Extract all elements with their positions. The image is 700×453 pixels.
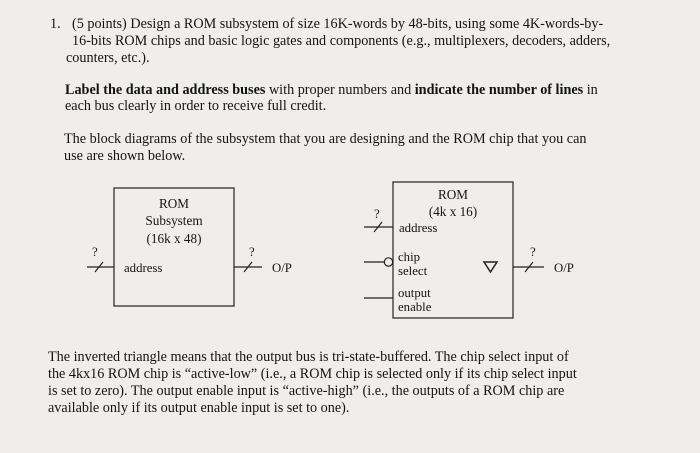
chip-address-label: address <box>399 221 438 235</box>
footer-line-2-text: the 4kx16 ROM chip is “active-low” (i.e., a ROM chip is selected only if its chip select input <box>48 366 577 382</box>
subsystem-output-label: O/P <box>272 261 292 275</box>
instruction-bold-buses: Label the data and address buses <box>65 82 266 98</box>
instruction-mid: with proper numbers and <box>265 82 415 98</box>
intro-line-2: use are shown below. <box>64 148 186 164</box>
subsystem-title-1: ROM <box>158 196 190 211</box>
intro-line-1: The block diagrams of the subsystem that you are designing and the ROM chip that you can <box>64 131 587 147</box>
subsystem-address-label: address <box>124 261 163 275</box>
chip-select-label-1: chip <box>398 250 421 264</box>
question-line-2: 16-bits ROM chips and basic logic gates and components (e.g., multiplexers, decoders, adders, <box>72 33 611 49</box>
footer-line-1 <box>48 349 569 365</box>
chip-title <box>393 186 513 220</box>
chip-size: (4k x 16) <box>428 204 478 219</box>
footer-line-2 <box>48 366 577 382</box>
chip-address-width: ? <box>374 207 380 221</box>
tri-state-triangle-icon <box>484 262 497 272</box>
output-enable-label-1: output <box>398 286 431 300</box>
footer-line-4 <box>48 400 349 416</box>
output-enable-label-2: enable <box>398 300 432 314</box>
footer-line-3-text: is set to zero). The output enable input is “active-high” (i.e., the outputs of a ROM chip are <box>48 383 565 399</box>
subsystem-address-width: ? <box>92 245 98 259</box>
chip-output-width: ? <box>530 245 536 259</box>
instruction-line-2: each bus clearly in order to receive full credit. <box>65 98 327 114</box>
footer-line-1-text: The inverted triangle means that the output bus is tri-state-buffered. The chip select input of <box>48 349 569 365</box>
subsystem-size: (16k x 48) <box>146 231 202 246</box>
instruction-end: in <box>583 82 598 98</box>
question-number: 1. <box>50 16 61 32</box>
subsystem-title-2: Subsystem <box>145 213 203 228</box>
subsystem-output-width: ? <box>249 245 255 259</box>
footer-line-4-text: available only if its output enable input is set to one). <box>48 400 350 416</box>
instruction-bold-lines: indicate the number of lines <box>414 82 584 98</box>
chip-output-label: O/P <box>554 261 574 275</box>
chip-select-bubble <box>384 258 392 266</box>
subsystem-title <box>114 195 234 247</box>
chip-select-label-2: select <box>398 264 428 278</box>
question-line-1: (5 points) Design a ROM subsystem of size 16K-words by 48-bits, using some 4K-words-by- <box>72 16 604 32</box>
chip-title-1: ROM <box>437 187 469 202</box>
footer-line-3 <box>48 383 564 399</box>
question-line-3: counters, etc.). <box>66 50 150 66</box>
